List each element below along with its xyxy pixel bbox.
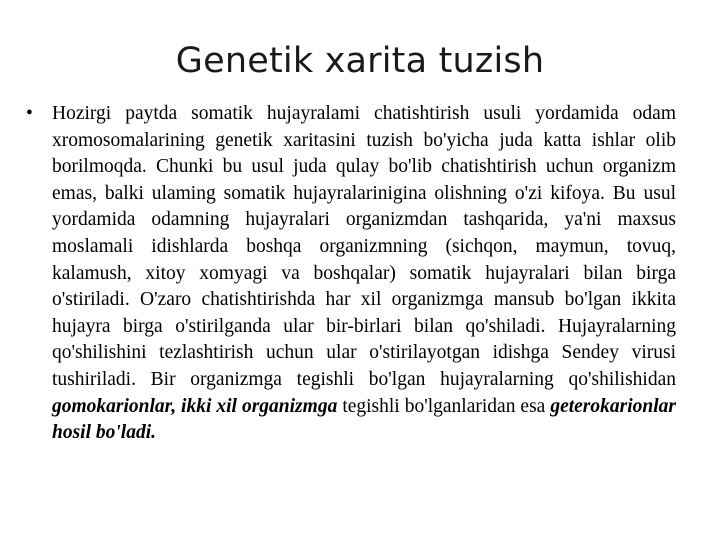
bullet-item — [24, 101, 676, 447]
bullet-icon: • — [26, 103, 33, 124]
paragraph-text-2: tegishli bo'lganlaridan esa — [337, 395, 551, 417]
paragraph-emphasis-1: gomokarionlar, ikki xil organizmga — [52, 395, 338, 417]
bullet-list — [24, 101, 676, 447]
slide-title: Genetik xarita tuzish — [175, 41, 545, 81]
paragraph-text-1: Hozirgi paytda somatik hujayralami chatishtirish usuli yordamida odam xromosomalarining genetik xaritasini tuzish bo'yicha juda katta ishlar olib borilmoqda. Chunki bu usul juda qulay bo'lib chatishtirish uchun organizm emas, balki ulaming somatik hujayralarinigina olishning o'zi kifoya. Bu usul yordamida odamning hujayralari organizmdan tashqarida, ya'ni maxsus moslamali idishlarda boshqa organizmning (sichqon, maymun, tovuq, kalamush, xitoy xomyagi va boshqalar) somatik hujayralari bilan birga o'stiriladi. O'zaro chatishtirishda har xil organizmga mansub bo'lgan ikkita hujayra birga o'stirilganda ular bir-birlari bilan qo'shiladi. Hujayralarning qo'shilishini tezlashtirish uchun ular o'stirilayotgan idishga Sendey virusi tushiriladi. Bir organizmga tegishli bo'lgan hujayralarning qo'shilishidan — [52, 103, 676, 390]
paragraph-emphasis-2: geterokarionlar hosil bo'ladi. — [52, 395, 677, 444]
